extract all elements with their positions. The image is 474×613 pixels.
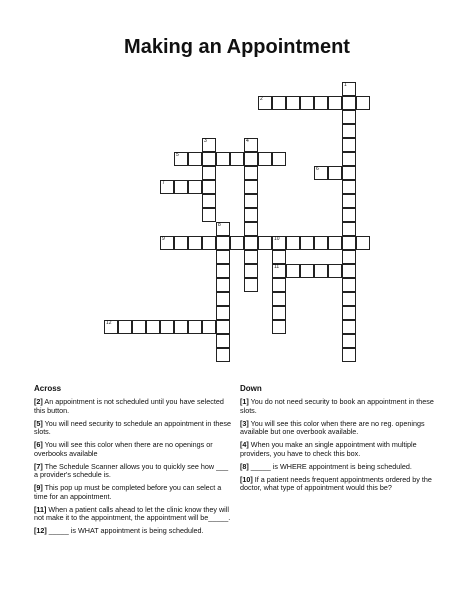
grid-cell[interactable] <box>328 166 342 180</box>
grid-cell[interactable] <box>300 264 314 278</box>
grid-cell[interactable] <box>272 152 286 166</box>
down-clue-list <box>240 398 438 497</box>
grid-cell[interactable] <box>132 320 146 334</box>
grid-cell[interactable] <box>342 334 356 348</box>
grid-cell[interactable] <box>202 320 216 334</box>
grid-cell[interactable] <box>342 348 356 362</box>
grid-cell[interactable] <box>272 250 286 264</box>
grid-cell[interactable] <box>202 180 216 194</box>
grid-cell[interactable] <box>174 236 188 250</box>
grid-cell[interactable] <box>160 320 174 334</box>
grid-cell[interactable] <box>328 96 342 110</box>
grid-cell[interactable] <box>342 110 356 124</box>
grid-cell[interactable] <box>342 306 356 320</box>
grid-cell[interactable] <box>244 222 258 236</box>
grid-cell[interactable] <box>216 320 230 334</box>
clue-number: 3 <box>204 138 207 144</box>
grid-cell[interactable] <box>216 292 230 306</box>
grid-cell[interactable] <box>342 264 356 278</box>
grid-cell[interactable] <box>314 264 328 278</box>
grid-cell[interactable] <box>272 236 286 250</box>
grid-cell[interactable] <box>286 236 300 250</box>
grid-cell[interactable] <box>244 264 258 278</box>
grid-cell[interactable] <box>258 236 272 250</box>
grid-cell[interactable] <box>104 320 118 334</box>
grid-cell[interactable] <box>356 96 370 110</box>
grid-cell[interactable] <box>202 152 216 166</box>
clue-number: 1 <box>344 82 347 88</box>
clue-across-2: [2] An appointment is not scheduled until you have selected this button. <box>34 397 224 415</box>
grid-cell[interactable] <box>188 152 202 166</box>
clue-down-1: [1] You do not need security to book an appointment in these slots. <box>240 397 434 415</box>
clue-number: 6 <box>316 166 319 172</box>
grid-cell[interactable] <box>160 236 174 250</box>
clue-across-9: [9] This pop up must be completed before you can select a time for an appointment. <box>34 483 222 501</box>
grid-cell[interactable] <box>202 166 216 180</box>
grid-cell[interactable] <box>342 96 356 110</box>
grid-cell[interactable] <box>300 236 314 250</box>
grid-cell[interactable] <box>216 348 230 362</box>
grid-cell[interactable] <box>272 320 286 334</box>
clue-number: 11 <box>274 264 280 270</box>
grid-cell[interactable] <box>216 334 230 348</box>
clue-across-11: [11] When a patient calls ahead to let the clinic know they will not make it to the appointment, the appointment will be_____. <box>34 504 231 523</box>
grid-cell[interactable] <box>286 264 300 278</box>
grid-cell[interactable] <box>146 320 160 334</box>
grid-cell[interactable] <box>342 250 356 264</box>
grid-cell[interactable] <box>342 180 356 194</box>
grid-cell[interactable] <box>202 236 216 250</box>
grid-cell[interactable] <box>244 236 258 250</box>
grid-cell[interactable] <box>272 264 286 278</box>
grid-cell[interactable] <box>342 278 356 292</box>
grid-cell[interactable] <box>244 194 258 208</box>
puzzle-title: Making an Appointment <box>124 36 350 58</box>
clue-down-8: [8] _____ is WHERE appointment is being scheduled. <box>240 461 412 471</box>
grid-cell[interactable] <box>216 264 230 278</box>
grid-cell[interactable] <box>258 96 272 110</box>
across-clue-list <box>34 398 232 540</box>
grid-cell[interactable] <box>244 250 258 264</box>
grid-cell[interactable] <box>342 222 356 236</box>
grid-cell[interactable] <box>118 320 132 334</box>
grid-cell[interactable] <box>314 96 328 110</box>
clue-number: 2 <box>260 96 263 102</box>
grid-cell[interactable] <box>272 278 286 292</box>
grid-cell[interactable] <box>342 124 356 138</box>
grid-cell[interactable] <box>342 82 356 96</box>
clue-number: 4 <box>246 138 249 144</box>
grid-cell[interactable] <box>230 236 244 250</box>
grid-cell[interactable] <box>230 152 244 166</box>
grid-cell[interactable] <box>328 236 342 250</box>
grid-cell[interactable] <box>216 250 230 264</box>
clue-number: 7 <box>162 180 165 186</box>
grid-cell[interactable] <box>244 208 258 222</box>
clue-number: 9 <box>162 236 165 242</box>
clue-number: 8 <box>218 222 221 228</box>
grid-cell[interactable] <box>342 138 356 152</box>
grid-cell[interactable] <box>188 320 202 334</box>
grid-cell[interactable] <box>356 236 370 250</box>
grid-cell[interactable] <box>216 236 230 250</box>
grid-cell[interactable] <box>174 180 188 194</box>
grid-cell[interactable] <box>272 292 286 306</box>
grid-cell[interactable] <box>314 166 328 180</box>
grid-cell[interactable] <box>160 180 174 194</box>
clue-number: 10 <box>274 236 280 242</box>
clue-number: 12 <box>106 320 112 326</box>
grid-cell[interactable] <box>216 222 230 236</box>
clue-across-7: [7] The Schedule Scanner allows you to quickly see how ___ a provider's schedule is. <box>34 461 229 480</box>
grid-cell[interactable] <box>202 208 216 222</box>
grid-cell[interactable] <box>300 96 314 110</box>
grid-cell[interactable] <box>202 138 216 152</box>
grid-cell[interactable] <box>188 180 202 194</box>
grid-cell[interactable] <box>244 138 258 152</box>
grid-cell[interactable] <box>202 194 216 208</box>
clue-down-3: [3] You will see this color when there are no reg. openings available but one overbook available. <box>240 418 425 437</box>
grid-cell[interactable] <box>258 152 272 166</box>
clue-down-10: [10] If a patient needs frequent appointments ordered by the doctor, what type of appointment would this be? <box>240 474 432 493</box>
grid-cell[interactable] <box>342 208 356 222</box>
grid-cell[interactable] <box>244 180 258 194</box>
grid-cell[interactable] <box>174 152 188 166</box>
grid-cell[interactable] <box>314 236 328 250</box>
grid-cell[interactable] <box>342 166 356 180</box>
grid-cell[interactable] <box>244 278 258 292</box>
grid-cell[interactable] <box>188 236 202 250</box>
clue-across-12: [12] _____ is WHAT appointment is being scheduled. <box>34 526 204 536</box>
grid-cell[interactable] <box>342 152 356 166</box>
grid-cell[interactable] <box>244 166 258 180</box>
grid-cell[interactable] <box>342 320 356 334</box>
grid-cell[interactable] <box>272 96 286 110</box>
grid-cell[interactable] <box>342 292 356 306</box>
grid-cell[interactable] <box>342 194 356 208</box>
down-heading: Down <box>240 384 262 393</box>
clue-down-4: [4] When you make an single appointment with multiple providers, you have to check this box. <box>240 440 417 458</box>
grid-cell[interactable] <box>286 96 300 110</box>
grid-cell[interactable] <box>216 152 230 166</box>
clue-number: 5 <box>176 152 179 158</box>
grid-cell[interactable] <box>272 306 286 320</box>
grid-cell[interactable] <box>328 264 342 278</box>
across-heading: Across <box>34 384 62 393</box>
clue-across-5: [5] You will need security to schedule an appointment in these slots. <box>34 418 232 437</box>
grid-cell[interactable] <box>216 278 230 292</box>
grid-cell[interactable] <box>174 320 188 334</box>
grid-cell[interactable] <box>216 306 230 320</box>
grid-cell[interactable] <box>244 152 258 166</box>
clue-across-6: [6] You will see this color when there are no openings or overbooks available <box>34 440 213 458</box>
grid-cell[interactable] <box>342 236 356 250</box>
